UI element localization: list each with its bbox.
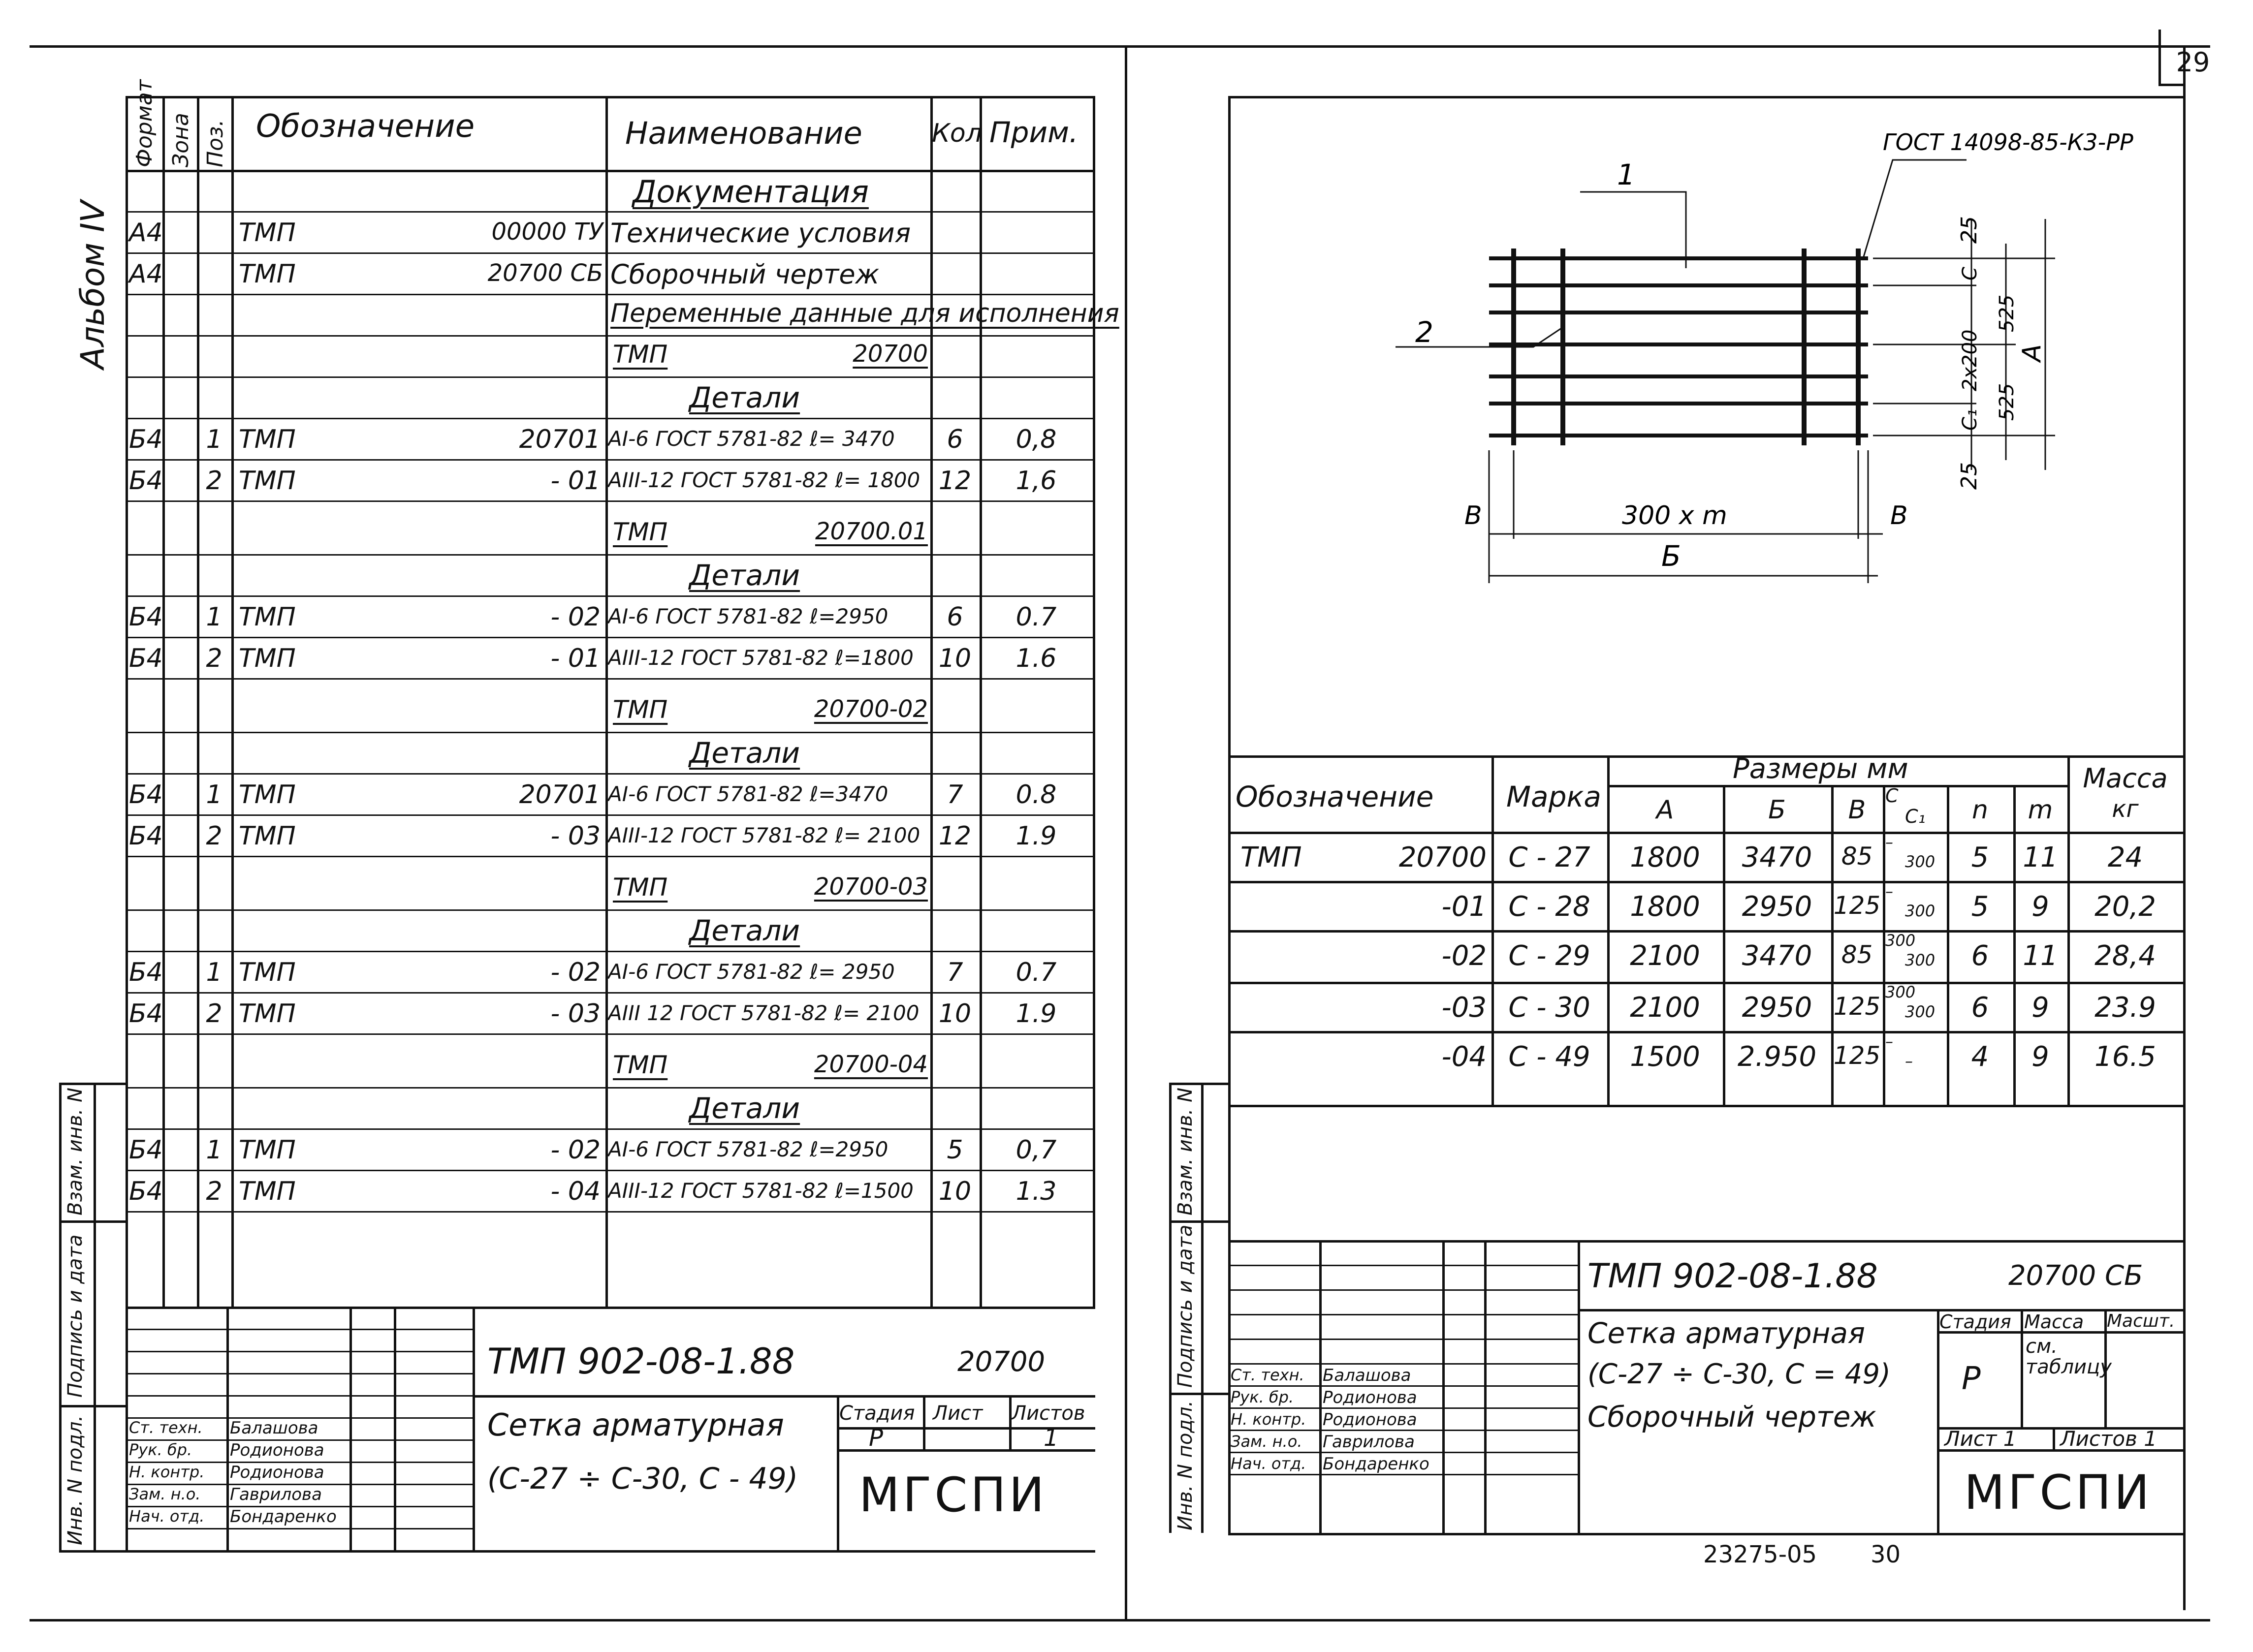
rt-header-mass: Масса bbox=[2083, 763, 2168, 794]
spec-row-line bbox=[126, 376, 1095, 378]
rt-c1: 300 bbox=[1905, 852, 1936, 871]
person-role: Рук. бр. bbox=[1231, 1388, 1294, 1406]
right-mass-label: Масса bbox=[2024, 1311, 2084, 1333]
rt-v: 85 bbox=[1841, 842, 1873, 871]
rt-a: 1800 bbox=[1630, 891, 1700, 923]
spec-row-line bbox=[126, 1087, 1095, 1089]
part-format: Б4 bbox=[129, 1135, 163, 1165]
dim-525-top: 525 bbox=[1996, 294, 2018, 332]
person-role: Нач. отд. bbox=[129, 1507, 205, 1526]
part-code: ТМП bbox=[239, 1177, 296, 1206]
spec-row-line bbox=[126, 252, 1095, 254]
part-pos: 1 bbox=[206, 780, 222, 810]
right-vzam-label: Взам. инв. N bbox=[1174, 1088, 1197, 1216]
rt-mark: С - 29 bbox=[1508, 940, 1590, 972]
rt-num: -03 bbox=[1441, 992, 1487, 1024]
part-name: АI-6 ГОСТ 5781-82 ℓ=2950 bbox=[608, 604, 889, 628]
part-code: ТМП bbox=[239, 958, 296, 987]
person-name: Балашова bbox=[230, 1418, 318, 1438]
gost-label: ГОСТ 14098-85-К3-РР bbox=[1883, 129, 2133, 156]
rt-mark: С - 28 bbox=[1508, 891, 1590, 923]
rt-mark: С - 30 bbox=[1508, 992, 1590, 1024]
person-role: Рук. бр. bbox=[129, 1440, 192, 1459]
part-format: Б4 bbox=[129, 999, 163, 1029]
rt-mark: С - 49 bbox=[1508, 1041, 1590, 1073]
rt-v: 125 bbox=[1833, 1041, 1881, 1070]
group-code: ТМП bbox=[613, 518, 668, 546]
person-name: Родионова bbox=[230, 1440, 324, 1460]
dim-2x200: 2x200 bbox=[1959, 329, 1981, 391]
group-num: 20700-03 bbox=[814, 873, 928, 901]
rt-n: 6 bbox=[1971, 940, 1989, 972]
person-role: Нач. отд. bbox=[1231, 1454, 1306, 1473]
right-code: ТМП 902-08-1.88 bbox=[1587, 1257, 1878, 1296]
right-title2: (С-27 ÷ С-30, С = 49) bbox=[1587, 1358, 1891, 1390]
variable-data: Переменные данные для исполнения bbox=[610, 299, 1119, 328]
part-note: 0.7 bbox=[1015, 958, 1057, 987]
group-num: 20700-04 bbox=[814, 1051, 928, 1078]
rt-m: 9 bbox=[2031, 891, 2049, 923]
doc-name: Технические условия bbox=[610, 218, 911, 249]
dim-525-bottom: 525 bbox=[1996, 383, 2018, 421]
person-name: Гаврилова bbox=[230, 1485, 322, 1504]
part-note: 1.3 bbox=[1015, 1177, 1057, 1206]
left-code2: 20700 bbox=[957, 1346, 1046, 1378]
part-qty: 10 bbox=[938, 644, 972, 673]
part-note: 1,6 bbox=[1015, 466, 1057, 496]
part-note: 1.9 bbox=[1015, 821, 1057, 851]
part-name: АI-6 ГОСТ 5781-82 ℓ=2950 bbox=[608, 1137, 889, 1161]
spec-row-line bbox=[126, 814, 1095, 816]
left-stage-label: Стадия bbox=[839, 1402, 915, 1425]
part-num: - 01 bbox=[550, 466, 601, 496]
left-title1: Сетка арматурная bbox=[487, 1407, 784, 1443]
part-qty: 6 bbox=[947, 602, 963, 632]
spec-row-line bbox=[126, 418, 1095, 419]
rt-mark: С - 27 bbox=[1508, 842, 1590, 873]
left-sheets: 1 bbox=[1044, 1424, 1059, 1452]
part-code: ТМП bbox=[239, 821, 296, 851]
part-num: - 04 bbox=[550, 1177, 601, 1206]
spec-row-line bbox=[126, 856, 1095, 857]
group-section: Детали bbox=[689, 914, 800, 947]
header-qty: Кол bbox=[932, 119, 982, 148]
rt-c: 300 bbox=[1885, 983, 1916, 1001]
person-name: Бондаренко bbox=[1323, 1454, 1429, 1474]
part-qty: 6 bbox=[947, 425, 963, 454]
part-num: - 03 bbox=[550, 821, 601, 851]
rt-c: 300 bbox=[1885, 931, 1916, 950]
rt-n: 5 bbox=[1971, 891, 1989, 923]
rt-header-a: А bbox=[1656, 795, 1674, 825]
spec-row-line bbox=[126, 773, 1095, 775]
right-stage-label: Стадия bbox=[1939, 1311, 2011, 1333]
doc-format: А4 bbox=[129, 259, 163, 289]
part-qty: 10 bbox=[938, 999, 972, 1029]
doc-num: 00000 ТУ bbox=[491, 218, 603, 246]
part-pos: 2 bbox=[206, 644, 222, 673]
rt-header-c: С bbox=[1885, 785, 1899, 807]
rt-c: – bbox=[1885, 1032, 1893, 1051]
rt-b: 3470 bbox=[1742, 940, 1812, 972]
right-code2: 20700 СБ bbox=[2008, 1260, 2143, 1292]
part-name: АIII-12 ГОСТ 5781-82 ℓ= 1800 bbox=[608, 468, 920, 492]
rt-header-sizes: Размеры мм bbox=[1733, 753, 1908, 785]
spec-row-line bbox=[126, 637, 1095, 638]
part-note: 0,8 bbox=[1015, 425, 1057, 454]
dim-v-left: В bbox=[1464, 501, 1482, 530]
rt-m: 11 bbox=[2023, 940, 2058, 972]
part-code: ТМП bbox=[239, 466, 296, 496]
rt-header-mark: Марка bbox=[1506, 780, 1601, 813]
group-code: ТМП bbox=[613, 340, 668, 369]
part-code: ТМП bbox=[239, 644, 296, 673]
rt-header-b: Б bbox=[1768, 795, 1786, 825]
rt-c1: 300 bbox=[1905, 902, 1936, 920]
center-divider bbox=[1125, 45, 1127, 1620]
rt-a: 2100 bbox=[1630, 940, 1700, 972]
part-format: Б4 bbox=[129, 466, 163, 496]
rt-mass: 16.5 bbox=[2094, 1041, 2156, 1073]
rt-c1: 300 bbox=[1905, 951, 1936, 969]
rt-b: 2.950 bbox=[1737, 1041, 1817, 1073]
part-note: 1.6 bbox=[1015, 644, 1057, 673]
doc-code: ТМП bbox=[239, 259, 296, 289]
spec-row-line bbox=[126, 951, 1095, 952]
part-pos: 2 bbox=[206, 999, 222, 1029]
part-code: ТМП bbox=[239, 425, 296, 454]
person-role: Зам. н.о. bbox=[1231, 1432, 1302, 1451]
right-scale-label: Масшт. bbox=[2107, 1311, 2175, 1331]
spec-row-line bbox=[126, 211, 1095, 213]
spec-row-line bbox=[126, 500, 1095, 502]
rt-header-n: n bbox=[1972, 795, 1988, 825]
header-format: Формат bbox=[132, 79, 157, 167]
right-org: МГСПИ bbox=[1964, 1465, 2153, 1520]
rt-b: 2950 bbox=[1742, 891, 1812, 923]
header-name: Наименование bbox=[625, 115, 862, 151]
spec-row-line bbox=[126, 459, 1095, 461]
group-code: ТМП bbox=[613, 873, 668, 902]
mesh-drawing bbox=[1228, 96, 2183, 755]
rt-header-c1: С₁ bbox=[1905, 806, 1926, 827]
left-sign-label: Подпись и дата bbox=[64, 1234, 87, 1398]
rt-header-v: В bbox=[1848, 795, 1866, 825]
rt-mass: 28,4 bbox=[2094, 940, 2156, 972]
right-title1: Сетка арматурная bbox=[1587, 1316, 1865, 1350]
rt-num: -04 bbox=[1441, 1041, 1487, 1073]
spec-row-line bbox=[126, 554, 1095, 556]
group-section: Детали bbox=[689, 381, 800, 414]
part-name: АI-6 ГОСТ 5781-82 ℓ= 2950 bbox=[608, 960, 895, 984]
doc-num: 20700 СБ bbox=[487, 259, 603, 287]
header-zone: Зона bbox=[168, 113, 193, 167]
person-role: Ст. техн. bbox=[129, 1418, 203, 1437]
right-sheets: Листов 1 bbox=[2060, 1427, 2157, 1451]
footer-code: 23275-05 bbox=[1703, 1541, 1817, 1568]
person-name: Родионова bbox=[1323, 1410, 1417, 1430]
left-sheet-label: Лист bbox=[933, 1402, 983, 1425]
left-code: ТМП 902-08-1.88 bbox=[487, 1340, 795, 1382]
person-role: Ст. техн. bbox=[1231, 1366, 1304, 1384]
spec-row-line bbox=[126, 595, 1095, 597]
part-qty: 10 bbox=[938, 1177, 972, 1206]
left-title2: (С-27 ÷ С-30, С - 49) bbox=[487, 1462, 798, 1496]
person-name: Бондаренко bbox=[230, 1507, 337, 1527]
rt-header-mass-unit: кг bbox=[2112, 795, 2139, 823]
part-note: 0.8 bbox=[1015, 780, 1057, 810]
rt-n: 6 bbox=[1971, 992, 1989, 1024]
rt-a: 1800 bbox=[1630, 842, 1700, 873]
part-code: ТМП bbox=[239, 1135, 296, 1165]
callout-1: 1 bbox=[1617, 158, 1635, 191]
doc-format: А4 bbox=[129, 218, 163, 248]
rt-mass: 23.9 bbox=[2094, 992, 2156, 1024]
part-code: ТМП bbox=[239, 602, 296, 632]
part-pos: 1 bbox=[206, 1135, 222, 1165]
spec-row-line bbox=[126, 1128, 1095, 1130]
part-num: - 02 bbox=[550, 1135, 601, 1165]
person-name: Родионова bbox=[1323, 1388, 1417, 1407]
person-role: Н. контр. bbox=[1231, 1410, 1306, 1429]
spec-row-line bbox=[126, 1033, 1095, 1035]
rt-mass: 20,2 bbox=[2094, 891, 2156, 923]
rt-a: 2100 bbox=[1630, 992, 1700, 1024]
part-pos: 2 bbox=[206, 821, 222, 851]
person-name: Гаврилова bbox=[1323, 1432, 1415, 1452]
part-format: Б4 bbox=[129, 425, 163, 454]
rt-v: 85 bbox=[1841, 940, 1873, 969]
rt-mass: 24 bbox=[2107, 842, 2143, 873]
right-inv-label: Инв. N подл. bbox=[1174, 1400, 1197, 1530]
rt-n: 4 bbox=[1971, 1041, 1989, 1073]
part-num: 20701 bbox=[519, 425, 601, 454]
part-format: Б4 bbox=[129, 958, 163, 987]
part-pos: 1 bbox=[206, 425, 222, 454]
group-num: 20700-02 bbox=[814, 695, 928, 723]
rt-c1: 300 bbox=[1905, 1002, 1936, 1021]
rt-m: 9 bbox=[2031, 992, 2049, 1024]
part-pos: 1 bbox=[206, 602, 222, 632]
top-border bbox=[30, 45, 2210, 48]
spec-row-line bbox=[126, 678, 1095, 680]
rt-c: – bbox=[1885, 882, 1893, 901]
right-stage: Р bbox=[1962, 1361, 1981, 1397]
part-code: ТМП bbox=[239, 780, 296, 810]
album-label: Альбом IV bbox=[74, 200, 112, 369]
rt-c1: – bbox=[1905, 1052, 1913, 1070]
spec-row-line bbox=[126, 992, 1095, 994]
right-title3: Сборочный чертеж bbox=[1587, 1400, 1876, 1434]
part-format: Б4 bbox=[129, 821, 163, 851]
right-mass: см. таблицу bbox=[2026, 1335, 2112, 1378]
group-section: Детали bbox=[689, 1091, 800, 1125]
person-name: Балашова bbox=[1323, 1366, 1411, 1385]
bottom-border bbox=[30, 1619, 2210, 1621]
part-num: - 02 bbox=[550, 602, 601, 632]
section-doc: Документация bbox=[633, 174, 869, 210]
group-section: Детали bbox=[689, 736, 800, 770]
part-format: Б4 bbox=[129, 780, 163, 810]
part-format: Б4 bbox=[129, 1177, 163, 1206]
rt-b: 3470 bbox=[1742, 842, 1812, 873]
group-code: ТМП bbox=[613, 695, 668, 724]
rt-num: -01 bbox=[1441, 891, 1487, 923]
left-stage: Р bbox=[869, 1424, 883, 1452]
rt-a: 1500 bbox=[1630, 1041, 1700, 1073]
right-sign-label: Подпись и дата bbox=[1174, 1224, 1197, 1388]
spec-row-line bbox=[126, 909, 1095, 911]
part-note: 0,7 bbox=[1015, 1135, 1057, 1165]
doc-name: Сборочный чертеж bbox=[610, 259, 880, 290]
person-role: Н. контр. bbox=[129, 1463, 205, 1481]
callout-2: 2 bbox=[1415, 315, 1433, 349]
part-num: - 03 bbox=[550, 999, 601, 1029]
header-designation: Обозначение bbox=[256, 108, 475, 145]
dim-25-bottom: 25 bbox=[1957, 462, 1982, 490]
rt-m: 11 bbox=[2023, 842, 2058, 873]
rt-header-m: m bbox=[2028, 795, 2053, 825]
part-qty: 5 bbox=[947, 1135, 963, 1165]
footer-num: 30 bbox=[1871, 1541, 1901, 1568]
dim-a: А bbox=[2017, 344, 2047, 362]
dim-300m: 300 x m bbox=[1622, 501, 1727, 530]
part-name: АIII-12 ГОСТ 5781-82 ℓ=1500 bbox=[608, 1179, 914, 1203]
person-role: Зам. н.о. bbox=[129, 1485, 201, 1503]
spec-row-line bbox=[126, 335, 1095, 337]
spec-row-line bbox=[126, 732, 1095, 733]
rt-num: -02 bbox=[1441, 940, 1487, 972]
part-qty: 12 bbox=[938, 821, 972, 851]
group-section: Детали bbox=[689, 559, 800, 592]
group-code: ТМП bbox=[613, 1051, 668, 1079]
part-format: Б4 bbox=[129, 644, 163, 673]
part-pos: 1 bbox=[206, 958, 222, 987]
part-name: АI-6 ГОСТ 5781-82 ℓ= 3470 bbox=[608, 427, 895, 451]
rt-b: 2950 bbox=[1742, 992, 1812, 1024]
part-qty: 7 bbox=[947, 780, 963, 810]
part-qty: 7 bbox=[947, 958, 963, 987]
part-num: - 02 bbox=[550, 958, 601, 987]
part-code: ТМП bbox=[239, 999, 296, 1029]
right-sheet: Лист 1 bbox=[1944, 1427, 2017, 1451]
group-num: 20700 bbox=[853, 340, 928, 368]
rt-v: 125 bbox=[1833, 992, 1881, 1021]
doc-code: ТМП bbox=[239, 218, 296, 248]
spec-row-line bbox=[126, 1211, 1095, 1213]
header-pos: Поз. bbox=[203, 119, 228, 167]
dim-v-right: В bbox=[1890, 501, 1908, 530]
part-pos: 2 bbox=[206, 1177, 222, 1206]
spec-row-line bbox=[126, 294, 1095, 295]
part-qty: 12 bbox=[938, 466, 972, 496]
part-note: 0.7 bbox=[1015, 602, 1057, 632]
left-inv-label: Инв. N подл. bbox=[64, 1415, 87, 1545]
rt-n: 5 bbox=[1971, 842, 1989, 873]
part-num: 20701 bbox=[519, 780, 601, 810]
left-sheets-label: Листов bbox=[1012, 1402, 1085, 1425]
left-vzam-label: Взам. инв. N bbox=[64, 1088, 87, 1216]
part-name: АIII-12 ГОСТ 5781-82 ℓ=1800 bbox=[608, 646, 914, 670]
part-num: - 01 bbox=[550, 644, 601, 673]
right-border bbox=[2183, 45, 2186, 1610]
dim-b: Б bbox=[1661, 539, 1681, 573]
header-note: Прим. bbox=[989, 116, 1079, 149]
part-name: АIII-12 ГОСТ 5781-82 ℓ= 2100 bbox=[608, 823, 920, 847]
part-pos: 2 bbox=[206, 466, 222, 496]
person-name: Родионова bbox=[230, 1463, 324, 1482]
left-org: МГСПИ bbox=[859, 1467, 1047, 1523]
dim-c1: С₁ bbox=[1959, 409, 1981, 431]
page-number: 29 bbox=[2176, 47, 2210, 78]
rt-m: 9 bbox=[2031, 1041, 2049, 1073]
dim-c: С bbox=[1959, 267, 1981, 281]
group-num: 20700.01 bbox=[815, 518, 928, 545]
rt-c: – bbox=[1885, 833, 1893, 851]
spec-row-line bbox=[126, 1170, 1095, 1171]
part-note: 1.9 bbox=[1015, 999, 1057, 1029]
rt-num: 20700 bbox=[1398, 842, 1487, 873]
part-name: АI-6 ГОСТ 5781-82 ℓ=3470 bbox=[608, 782, 889, 806]
dim-25-top: 25 bbox=[1957, 216, 1982, 244]
part-name: АIII 12 ГОСТ 5781-82 ℓ= 2100 bbox=[608, 1001, 920, 1025]
part-format: Б4 bbox=[129, 602, 163, 632]
rt-code: ТМП bbox=[1240, 842, 1302, 873]
rt-v: 125 bbox=[1833, 891, 1881, 920]
rt-header-designation: Обозначение bbox=[1236, 780, 1434, 813]
